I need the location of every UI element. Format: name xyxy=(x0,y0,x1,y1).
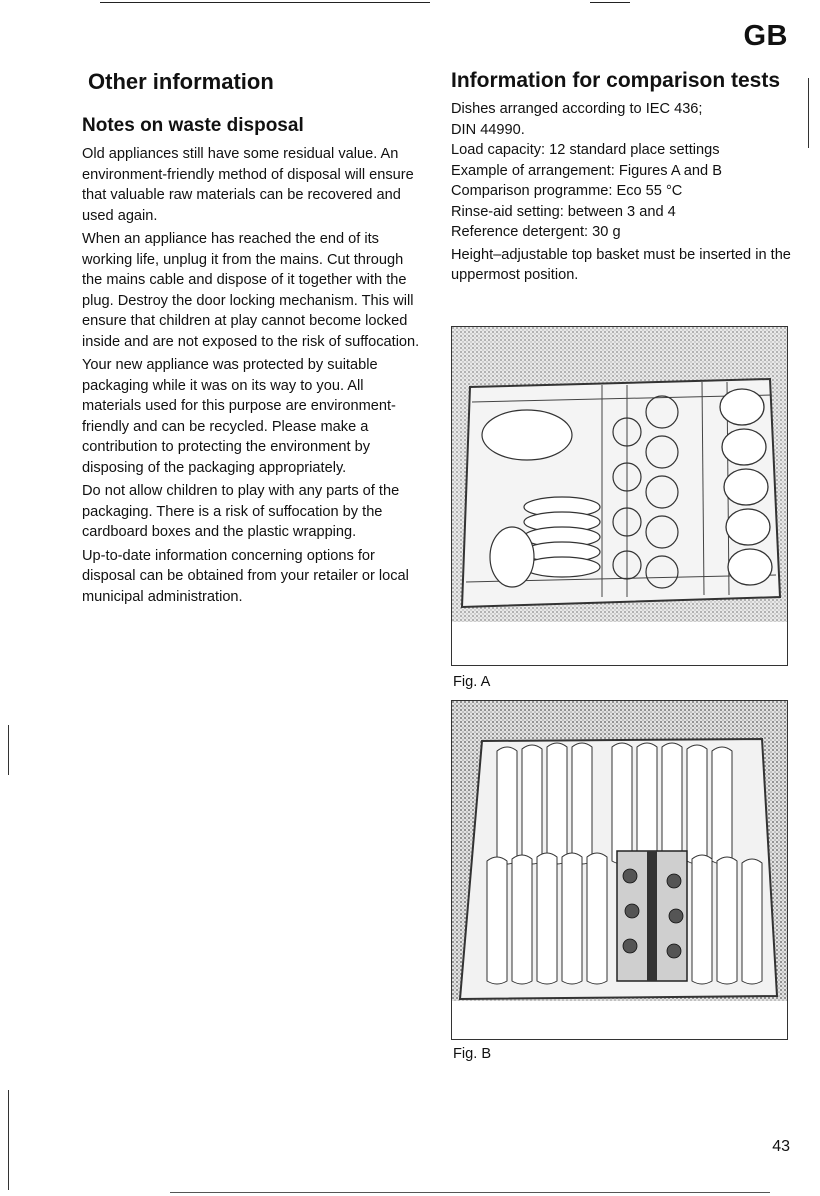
test-parameters xyxy=(451,99,791,243)
paragraph: Old appliances still have some residual value. An environment-friendly method of disposal will ensure that valuable raw materials can be recovered and used again. xyxy=(82,146,414,224)
section-title: Other information xyxy=(88,69,274,94)
parameter-line: Reference detergent: 30 g xyxy=(451,224,621,240)
subheading: Notes on waste disposal xyxy=(82,115,304,136)
paragraph: When an appliance has reached the end of its working life, unplug it from the mains. Cut through the mains cable and dispose of it together with the plug. Destroy the door locking mechanism. This will ensure that children at play cannot become locked inside and are not exposed to the risk of suffocation. xyxy=(82,231,420,350)
figure-a-image xyxy=(451,326,788,666)
figure-a-caption: Fig. A xyxy=(453,674,491,690)
page-number: 43 xyxy=(772,1138,790,1155)
top-rule-right xyxy=(590,2,630,3)
left-column xyxy=(82,68,422,610)
parameter-line: Rinse-aid setting: between 3 and 4 xyxy=(451,203,676,220)
figure-b-image xyxy=(451,700,788,1040)
paragraph: Up-to-date information concerning options for disposal can be obtained from your retailer or local municipal administration. xyxy=(82,547,409,605)
margin-mark xyxy=(8,725,9,775)
paragraph: Do not allow children to play with any parts of the packaging. There is a risk of suffocation by the cardboard boxes and the plastic wrapping. xyxy=(82,483,400,540)
margin-mark xyxy=(8,1090,9,1190)
bottom-rule xyxy=(170,1192,770,1193)
right-column xyxy=(451,68,791,289)
top-rule xyxy=(100,2,430,3)
parameter-line: DIN 44990. xyxy=(451,121,525,138)
paragraph: Your new appliance was protected by suitable packaging while it was on its way to you. All materials used for this purpose are environment-friendly and can be recycled. Please make a contribution to protecting the environment by disposing of the packaging appropriately. xyxy=(82,357,396,476)
basket-note: Height–adjustable top basket must be inserted in the uppermost position. xyxy=(451,246,791,283)
parameter-line: Example of arrangement: Figures A and B xyxy=(451,162,722,179)
figure-b-caption: Fig. B xyxy=(453,1046,492,1062)
section-title: Information for comparison tests xyxy=(451,69,781,92)
parameter-line: Dishes arranged according to IEC 436; xyxy=(451,101,703,117)
parameter-line: Load capacity: 12 standard place settings xyxy=(451,142,720,158)
language-code: GB xyxy=(743,20,788,52)
parameter-line: Comparison programme: Eco 55 °C xyxy=(451,183,683,199)
margin-mark xyxy=(808,78,809,148)
